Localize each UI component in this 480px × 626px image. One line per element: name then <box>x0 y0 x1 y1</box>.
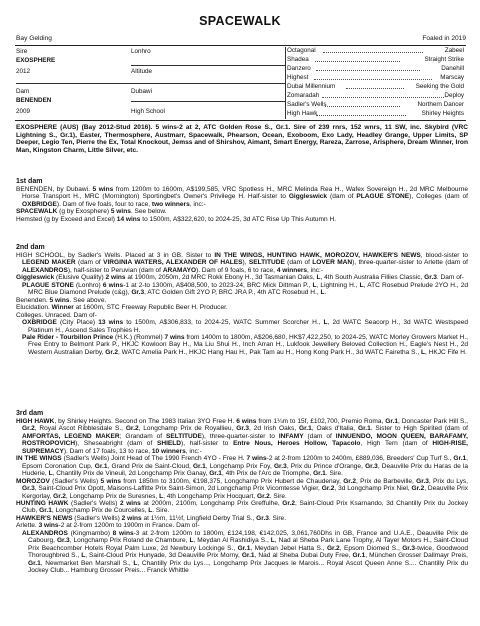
ggp-2-sire: Straight Strike <box>424 56 464 63</box>
alexandros: ALEXANDROS (Kingmambo) 8 wins-3 at 2-from 1200m to 1800m, £124,198, €142,025, 3,061,760Dhs in GB, France and U.A.E., Deauville Prix de Cabourg, Gr.3, Longchamp Prix Roland de Chambure, L, Meydan Al Rashidiya S., L, Nad al Sheba Park Lane Trophy, Al Tayer Motors H., Saint-Cloud Prix Beachcomber Hotels Royal Palm Luxe, 2d Newbury Lockinge S., Gr.1, Meydan Jebel Hatta S., Gr.2, Epsom Diomed S., Gr.3-twice, Goodwood Thoroughbred S., L, Saint-Cloud Prix Hunyade, 3d Deauville Prix Morny, Gr.1, Nad al Sheba Dubai Duty Free, Gr.1, München Grosser Dallmayr Preis, Gr.1, Newmarket Ben Marshall S., L, Chantilly Prix du Lys..., Longchamp Prix Jacques le Marois... Royal Ascot Queen Anne S.... Chantilly Prix du Jockey Club... Hamburg Grosser Preis... Franck Whittle <box>22 529 469 575</box>
ggp-7: Sadler's Wells <box>287 101 327 108</box>
rule-mid <box>15 120 466 121</box>
ggp-6-sire: Deploy <box>444 92 464 99</box>
sire-summary: EXOSPHERE (AUS) (Bay 2012-Stud 2016). 5 wins-2 at 2, ATC Golden Rose S., Gr.1. Sire of 239 rnrs, 152 wnrs, 11 SW, inc. Skybird (VRC Lightning S., Gr.1), Easter, Thermosphere, Austmarr, Spacewalk, Phearson, Ocean, Exoboom, Exo Lady, Headley Grange, Upper Limits, SP Deeper, Legio Ten, Pierre the Ex, Total Knockout, Jemss and of Shirshov, Aimant, Smart Energy, Rareza, Zarrose, Arisphere, Dream Winner, Iron Man, Kingston Charm, Little Silver, etc. <box>16 124 468 154</box>
first-dam-foal-hemsted: Hemsted (g by Exceed and Excel) 14 wins to 1500m, A$322,620, to 2024-25, 3d ATC Rise Up This Autumn H. <box>16 215 337 223</box>
grandsire-1: Lonhro <box>131 48 151 55</box>
grandsire-2: Dubawi <box>131 88 152 95</box>
first-dam-para: BENENDEN, by Dubawi. 5 wins from 1200m to 1600m, A$199,585, VRC Spotless H., MRC Melinda Rea H., Wafex Sovereign H., 2d MRC Melbourne Horse Transport H., MRC (Mornington) Sportingbet's Owner's Privilege H. Half-sister to Giggleswick (dam of PLAGUE STONE), Colleges (dam of OXBRIDGE). Dam of five foals, four to race, two winners, inc:- <box>16 186 468 208</box>
dam-name: BENENDEN <box>16 97 52 104</box>
hawkers-news: HAWKER'S NEWS (Sadler's Wells) 2 wins at 1½m, 11½f, Lingfield Derby Trial S., Gr.3. Sire. <box>16 514 287 522</box>
ggp-7-sire: Northern Dancer <box>417 101 464 108</box>
ggp-4-sire: Marscay <box>440 74 464 81</box>
ggp-5: Dubai Millennium <box>287 83 336 90</box>
second-dam-para: HIGH SCHOOL, by Sadler's Wells. Placed at 3 in GB. Sister to IN THE WINGS, HUNTING HAWK, MOROZOV, HAWKER'S NEWS, blood-sister to LEGEND MAKER (dam of VIRGINIA WATERS, ALEXANDER OF HALES), SELTITUDE (dam of LOVER MAN), three-quarter-sister to Arlette (dam of ALEXANDROS), half-sister to Peruvian (dam of ARAMAYO). Dam of 9 foals, 6 to race, 4 winners, inc:- <box>16 252 468 274</box>
ggp-6: Zomaradah <box>287 92 320 99</box>
morozov: MOROZOV (Sadler's Wells) 5 wins from 1850m to 3100m, €198,375, Longchamp Prix Hubert de Chaudenay, Gr.2, Prix de Barbeville, Gr.3, Prix du Lys, Gr.3, Saint-Cloud Prix Opott, Maisons-Laffitte Prix Saint-Simon, 2d Longchamp Prix Vicomtesse Vigier, Gr.2, 3d Longchamp Prix Niel, Gr.2, Deauville Prix Kergorlay, Gr.2, Longchamp Prix de Suresnes, L, 4th Longchamp Prix Hocquart, Gr.2. Sire. <box>16 477 469 500</box>
dam-year: 2009 <box>16 108 31 115</box>
first-dam-section <box>16 178 468 223</box>
sex-colour: Bay Gelding <box>16 35 52 42</box>
foaled-year: Foaled in 2019 <box>422 35 466 42</box>
in-the-wings: IN THE WINGS (Sadler's Wells) Joint Head of The 1990 French 4YO - Free H. 7 wins-2 at 2-from 1200m to 2400m, £889,036, Breeders' Cup Turf S., Gr.1, Epsom Coronation Cup, Gr.1, Grand Prix de Saint-Cloud, Gr.1, Longchamp Prix Foy, Gr.3, Prix du Prince d'Orange, Gr.3, Deauville Prix du Haras de la Huderie, L, Chantilly Prix de Vineuil, 2d Longchamp Prix Ganay, Gr.1, 4th Prix de l'Arc de Triomphe, Gr.1. Sire. <box>16 455 468 478</box>
pale-rider: Pale Rider - Tourbillon Prince (H.K.) (Rommel) 7 wins from 1400m to 1800m, A$206,680, HK$7,422,250, to 2024-25, WATC Morley Growers Market H., Free Entry to Belmont Park P., HKJC Kowloon Bay H., Ma Liu Shui H., Inch Arran H., Lukfook Jewellery Beloved Collection H., Eagle's Nest H., 2d Western Australian Derby, Gr.2, WATC Amelia Park H., HKJC Hang Hau H., Pak Tam au H., Hong Kong Park H., 3d WATC Fairetha S., L, HKJC Fife H. <box>22 333 468 356</box>
sire-name: EXOSPHERE <box>16 57 56 64</box>
third-dam-para: HIGH HAWK, by Shirley Heights. Second on The 1983 Italian 3YO Free H. 6 wins from 1¼m to 15f, £102,700, Premio Roma, Gr.1, Doncaster Park Hill S., Gr.2, Royal Ascot Ribblesdale S., Gr.2, Longchamp Prix de Royallieu, Gr.3, 2d Irish Oaks, Gr.1, Oaks d'Italia, Gr.1. Sister to High Spirited (dam of AMFORTAS, LEGEND MAKER; Grandam of SELTITUDE), three-quarter-sister to INFAMY (dam of INNUENDO, MOON QUEEN, BARAFAMY, ROSTROPOVICH), Sheseabright (dam of SHIELD), half-sister to Entre Nous, Heroes Hollow, Tapacolo, High Tern (dam of HIGH-RISE, SUPREMACY). Dam of 17 foals, 13 to race, 10 winners, inc:- <box>16 418 469 455</box>
sire-year: 2012 <box>16 68 31 75</box>
oxbridge: OXBRIDGE (City Place) 13 wins to 1500m, A$306,833, to 2024-25, WATC Summer Scorcher H., L, 2d WATC Seacorp H., 3d WATC Westspeed Platinum H., Ascend Sales Trophies H. <box>22 319 468 334</box>
sire-label: Sire <box>16 48 28 55</box>
ggp-8-sire: Shirley Heights <box>421 110 464 117</box>
giggleswick: Giggleswick (Elusive Quality) 2 wins at 1900m, 2050m, 2d MRC Rokk Ebony H., 3d Tasmanian Oaks, L, 4th South Australia Fillies Classic, Gr.3. Dam of- <box>16 274 464 282</box>
first-dam-heading: 1st dam <box>16 178 43 185</box>
rule-top <box>15 45 466 46</box>
arlette: Arlette. 3 wins-2 at 2-from 1200m to 1900m in France. Dam of- <box>16 522 200 530</box>
benenden: Benenden. 5 wins. See above. <box>16 296 107 304</box>
page-title: SPACEWALK <box>199 14 281 28</box>
plague-stone: PLAGUE STONE (Lonhro) 6 wins-1 at 2-to 1300m, A$408,500, to 2023-24, BRC Mick Dittman P., L, Lightning H., L, ATC Rosebud Prelude 2YO H., 2d MRC Blue Diamond Prelude (c&g), Gr.3, ATC Golden Gift 2YO P, BRC JRA P., 4th ATC Rosebud H., L. <box>22 281 469 297</box>
first-dam-foal-spacewalk: SPACEWALK (g by Exosphere) 5 wins. See below. <box>16 208 167 216</box>
ggp-1-sire: Zabeel <box>444 47 464 54</box>
ggp-3-sire: Danehill <box>441 65 464 72</box>
colleges: Colleges. Unraced. Dam of- <box>16 311 97 319</box>
ggp-8: High Hawk <box>287 110 318 117</box>
ggp-1: Octagonal <box>287 47 316 54</box>
ggp-3: Danzero <box>287 65 311 72</box>
third-dam-heading: 3rd dam <box>16 410 44 417</box>
ggp-5-sire: Seeking the Gold <box>415 83 464 90</box>
ggp-2: Shadea <box>287 56 309 63</box>
second-dam-section <box>16 244 468 356</box>
granddam-2: High School <box>131 108 165 115</box>
hunting-hawk: HUNTING HAWK (Sadler's Wells) 2 wins at 2000m, 2100m, Longchamp Prix Greffulhe, Gr.2, Saint-Cloud Prix Ksarnando, 3d Chantilly Prix du Jockey Club, Gr.1, Longchamp Prix de Courcelles, L. Sire. <box>16 499 468 515</box>
second-dam-heading: 2nd dam <box>16 244 45 251</box>
granddam-1: Altitude <box>131 68 153 75</box>
third-dam-section <box>16 410 468 575</box>
elucidation: Elucidation. Winner at 1600m, STC Freeway Republic Beer H. Producer. <box>16 304 228 312</box>
sire-paragraph <box>16 124 468 154</box>
subtitle-row <box>16 35 466 42</box>
ggp-4: Highest <box>287 74 309 81</box>
dam-label: Dam <box>16 88 30 95</box>
